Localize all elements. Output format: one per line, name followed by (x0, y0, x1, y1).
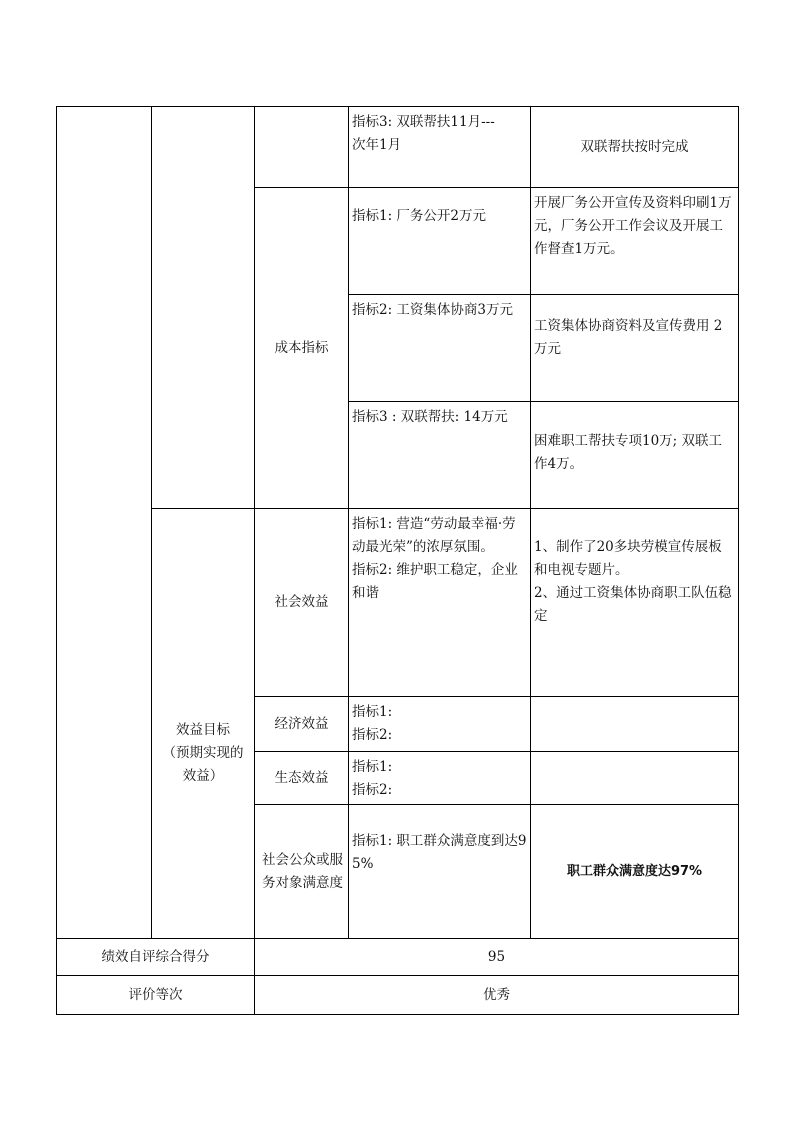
subcategory-label-social: 社会效益 (274, 594, 329, 610)
border-bottom (56, 1014, 739, 1015)
result-cell: 1、制作了20多块劳模宣传展板和电视专题片。 2、通过工资集体协商职工队伍稳定 (534, 539, 732, 624)
grade-label: 评价等次 (128, 986, 183, 1003)
grade-value: 优秀 (483, 986, 510, 1003)
result-cell: 困难职工帮扶专项10万; 双联工作4万。 (534, 433, 723, 472)
subcategory-label-ecological: 生态效益 (274, 769, 329, 786)
result-cell: 工资集体协商资料及宣传费用 2 万元 (534, 318, 723, 357)
result-cell: 开展厂务公开宣传及资料印刷1万元，厂务公开工作会议及开展工作督查1万元。 (534, 195, 732, 257)
border-right (738, 106, 739, 1015)
indicator-cell: 指标2: 工资集体协商3万元 (352, 302, 514, 318)
evaluation-table (56, 106, 739, 1015)
subcategory-label-economic: 经济效益 (274, 715, 329, 732)
border-left (56, 106, 57, 1015)
result-cell (531, 752, 738, 804)
result-cell (531, 697, 738, 751)
indicator-cell: 指标1: 指标2: (352, 704, 393, 743)
indicator-cell: 指标3 : 双联帮扶: 14万元 (352, 409, 508, 425)
indicator-cell: 指标1: 厂务公开2万元 (352, 208, 487, 224)
indicator-cell: 指标1: 营造“劳动最幸福·劳动最光荣”的浓厚氛围。 指标2: 维护职工稳定，企业和谐 (352, 516, 518, 601)
indicator-cell: 指标3: 双联帮扶11月--- 次年1月 (352, 114, 495, 153)
indicator-cell: 指标1: 指标2: (352, 759, 393, 798)
subcategory-label-satisfaction: 社会公众或服务对象满意度 (262, 851, 343, 891)
result-cell: 双联帮扶按时完成 (580, 138, 689, 155)
score-label: 绩效自评综合得分 (101, 948, 210, 965)
category-label-benefit: 效益目标 （预期实现的 效益） (162, 722, 244, 784)
indicator-cell: 指标1: 职工群众满意度到达95% (352, 833, 527, 872)
result-cell: 职工群众满意度达97% (566, 864, 703, 879)
score-value: 95 (487, 948, 506, 965)
category-label-cost: 成本指标 (274, 339, 329, 356)
